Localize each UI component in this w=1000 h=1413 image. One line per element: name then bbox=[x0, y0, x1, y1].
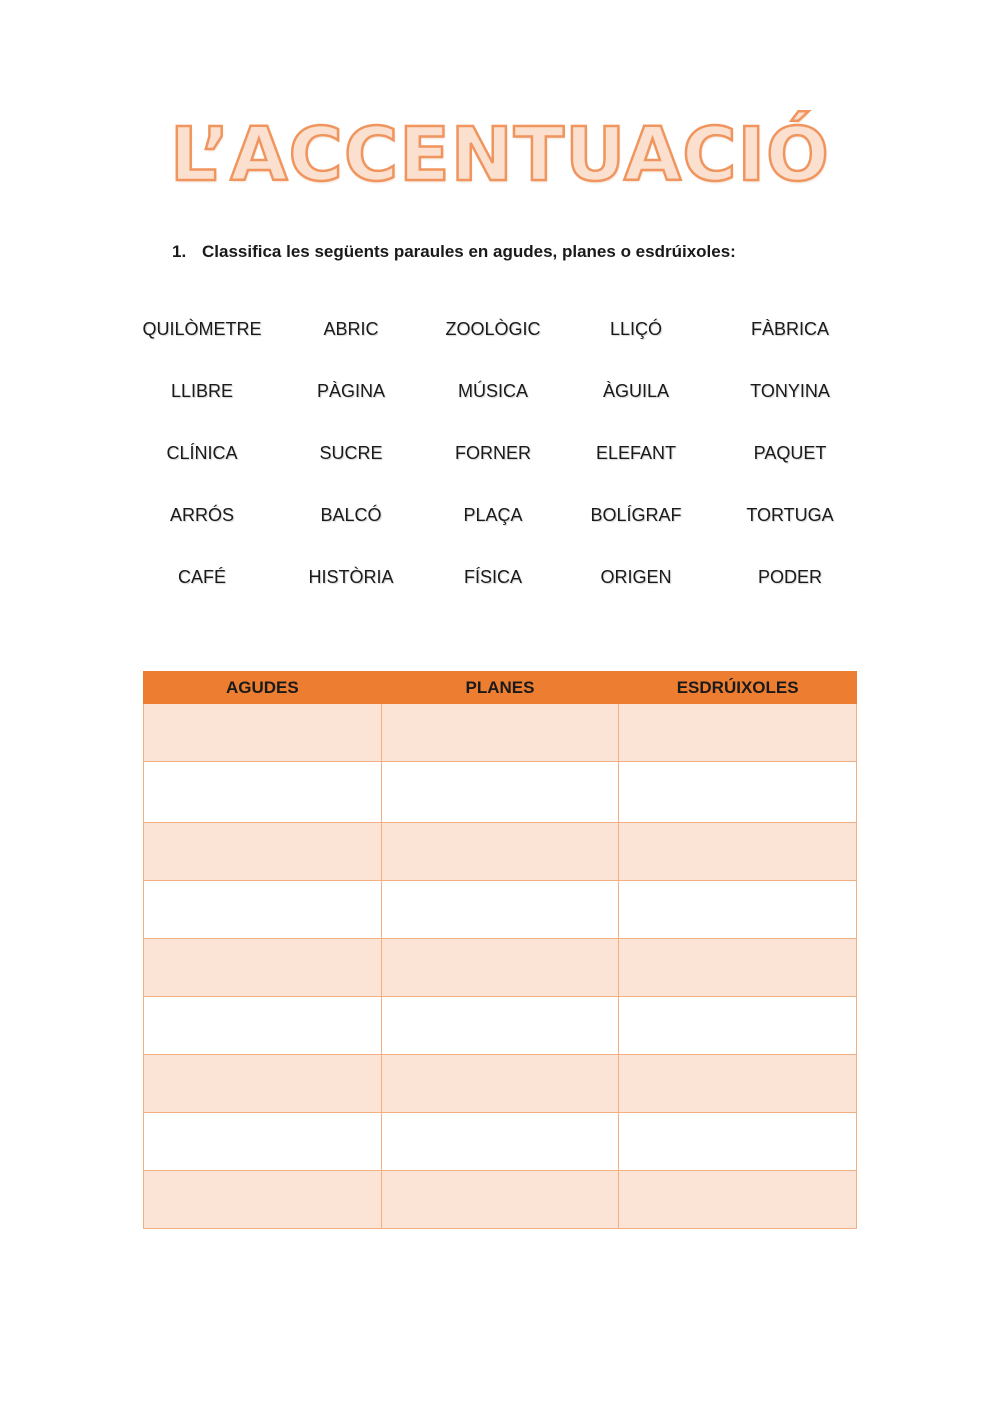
answer-cell[interactable] bbox=[381, 997, 619, 1055]
table-row bbox=[144, 997, 857, 1055]
table-row bbox=[144, 1113, 857, 1171]
word: FORNER bbox=[455, 443, 531, 463]
instruction-text: Classifica les següents paraules en agudes, planes o esdrúixoles: bbox=[202, 242, 736, 261]
word: MÚSICA bbox=[457, 381, 528, 401]
table-row bbox=[144, 704, 857, 762]
table-row bbox=[144, 762, 857, 823]
word: HISTÒRIA bbox=[308, 567, 394, 587]
word-list bbox=[0, 0, 1000, 620]
answer-cell[interactable] bbox=[381, 939, 619, 997]
answer-cell[interactable] bbox=[381, 704, 619, 762]
header-agudes: AGUDES bbox=[144, 672, 382, 704]
word: CLÍNICA bbox=[166, 443, 238, 463]
word: ABRIC bbox=[323, 319, 379, 339]
word: ZOOLÒGIC bbox=[445, 319, 541, 339]
answer-cell[interactable] bbox=[381, 823, 619, 881]
header-esdruixoles: ESDRÚIXOLES bbox=[619, 672, 857, 704]
word: BOLÍGRAF bbox=[590, 505, 682, 525]
answer-cell[interactable] bbox=[381, 1171, 619, 1229]
word: CAFÉ bbox=[177, 567, 226, 587]
page-title: L’ACCENTUACIÓ bbox=[170, 112, 830, 198]
answer-cell[interactable] bbox=[619, 704, 857, 762]
word: PÀGINA bbox=[316, 381, 386, 401]
answer-cell[interactable] bbox=[381, 762, 619, 823]
answer-cell[interactable] bbox=[144, 997, 382, 1055]
answer-cell[interactable] bbox=[381, 1113, 619, 1171]
answer-cell[interactable] bbox=[144, 704, 382, 762]
word: ÀGUILA bbox=[602, 381, 670, 401]
word: ORIGEN bbox=[600, 567, 672, 587]
table-row bbox=[144, 1055, 857, 1113]
answer-cell[interactable] bbox=[144, 762, 382, 823]
answer-cell[interactable] bbox=[381, 1055, 619, 1113]
word: SUCRE bbox=[319, 443, 383, 463]
table-row bbox=[144, 881, 857, 939]
answer-cell[interactable] bbox=[144, 1113, 382, 1171]
word: FÍSICA bbox=[463, 567, 522, 587]
answer-cell[interactable] bbox=[619, 762, 857, 823]
word: ELEFANT bbox=[595, 443, 677, 463]
word: PAQUET bbox=[753, 443, 827, 463]
answer-cell[interactable] bbox=[144, 823, 382, 881]
word: PODER bbox=[757, 567, 822, 587]
answer-cell[interactable] bbox=[381, 881, 619, 939]
answer-cell[interactable] bbox=[619, 939, 857, 997]
word: LLIBRE bbox=[170, 381, 234, 401]
table-row bbox=[144, 1171, 857, 1229]
classification-table bbox=[143, 671, 857, 1229]
instruction-number: 1. bbox=[172, 242, 187, 261]
answer-cell[interactable] bbox=[619, 1055, 857, 1113]
table-header-row bbox=[144, 672, 857, 704]
answer-cell[interactable] bbox=[619, 1113, 857, 1171]
answer-cell[interactable] bbox=[144, 1171, 382, 1229]
word: LLIÇÓ bbox=[609, 319, 663, 339]
word: PLAÇA bbox=[463, 505, 523, 525]
word: TONYINA bbox=[750, 381, 830, 401]
answer-cell[interactable] bbox=[619, 1171, 857, 1229]
word: FÀBRICA bbox=[750, 319, 829, 339]
word: TORTUGA bbox=[746, 505, 834, 525]
answer-cell[interactable] bbox=[144, 881, 382, 939]
answer-cell[interactable] bbox=[619, 881, 857, 939]
word: ARRÓS bbox=[169, 505, 234, 525]
answer-cell[interactable] bbox=[144, 939, 382, 997]
table-row bbox=[144, 939, 857, 997]
answer-cell[interactable] bbox=[619, 997, 857, 1055]
word: QUILÒMETRE bbox=[142, 319, 262, 339]
word: BALCÓ bbox=[320, 505, 382, 525]
answer-cell[interactable] bbox=[144, 1055, 382, 1113]
answer-cell[interactable] bbox=[619, 823, 857, 881]
table-row bbox=[144, 823, 857, 881]
header-planes: PLANES bbox=[381, 672, 619, 704]
